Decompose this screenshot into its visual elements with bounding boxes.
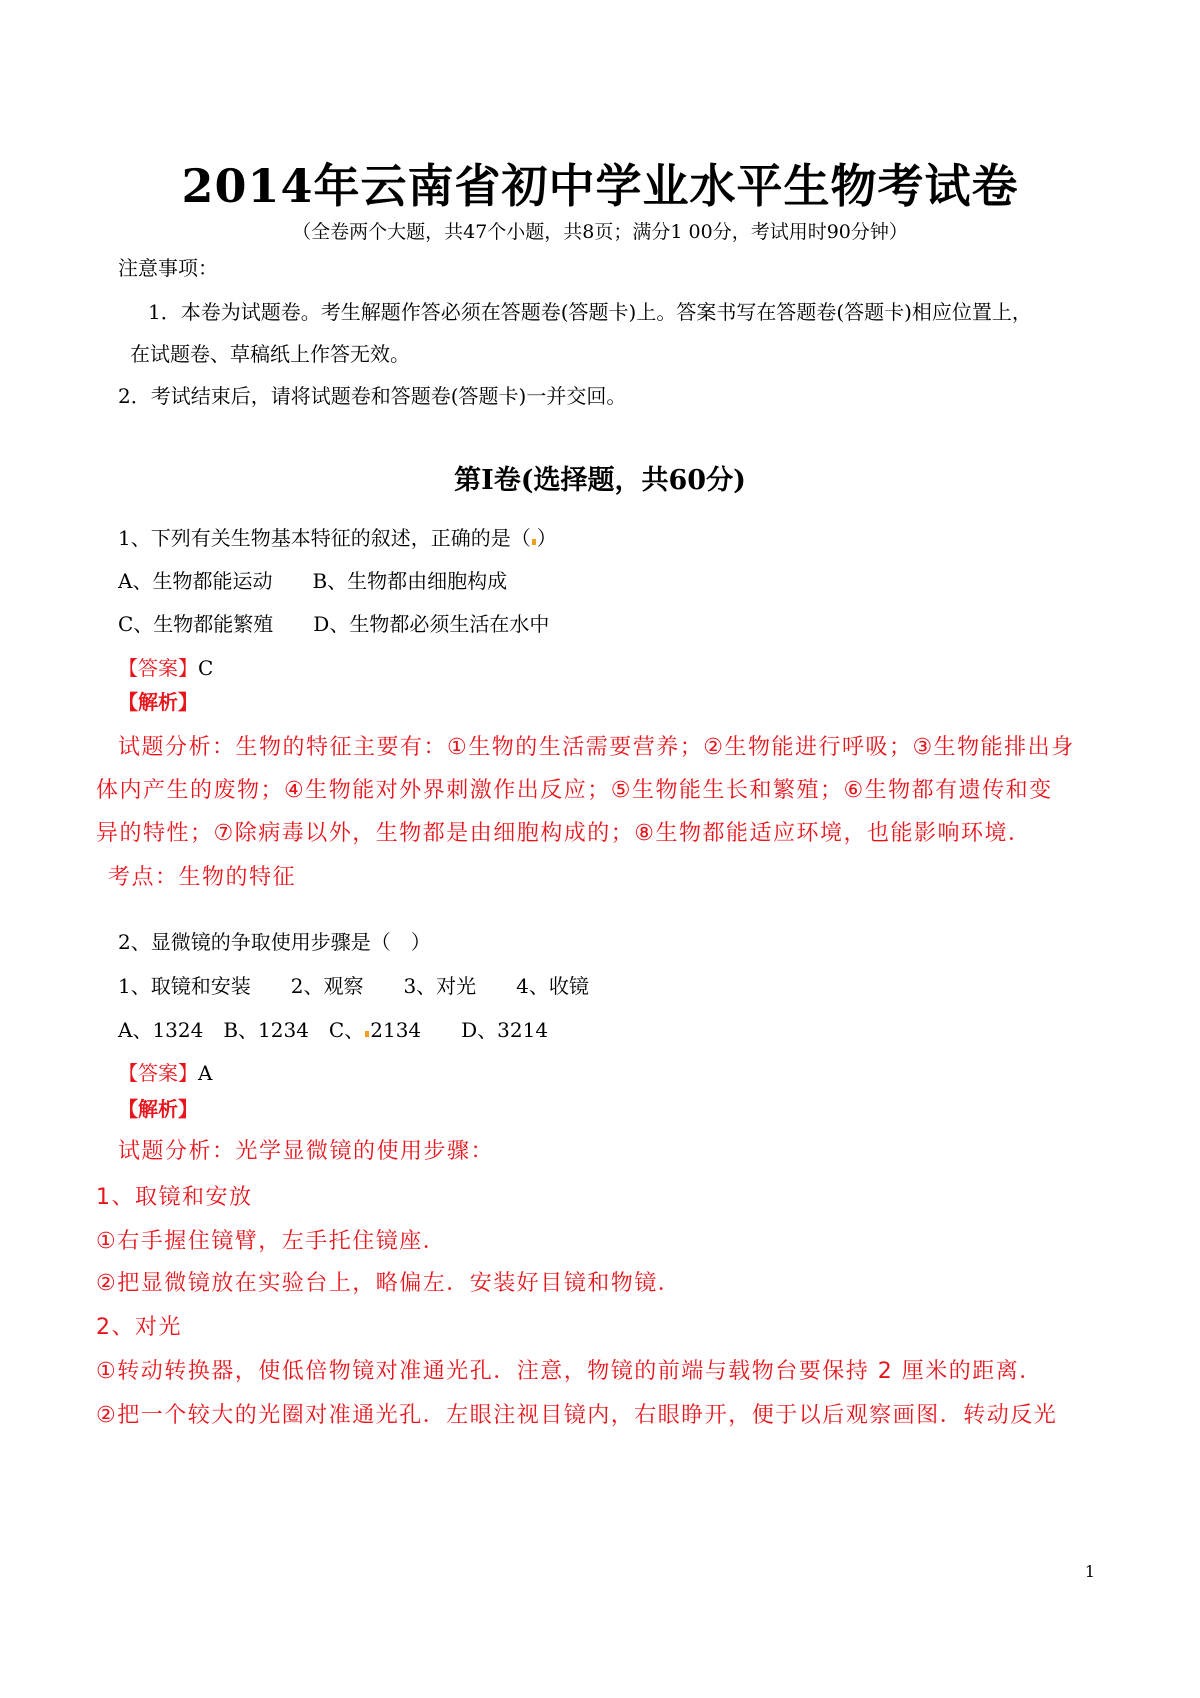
question-2-options-before: A、1324 B、1234 C、 <box>118 1018 365 1042</box>
mark-dot-icon <box>532 539 536 545</box>
question-1-analysis-line-1: 试题分析：生物的特征主要有：①生物的生活需要营养；②生物能进行呼吸；③生物能排出身 <box>118 735 1075 760</box>
notes-item-2: 2．考试结束后，请将试题卷和答题卷(答题卡)一并交回。 <box>118 384 627 408</box>
answer-label: 【答案】 <box>118 656 198 680</box>
question-2-answer <box>118 1057 212 1086</box>
answer-value: A <box>198 1061 213 1085</box>
question-2-stem: 2、显微镜的争取使用步骤是（ ） <box>118 930 431 954</box>
question-1-answer <box>118 652 213 681</box>
question-2-step-2-b: ②把一个较大的光圈对准通光孔．左眼注视目镜内，右眼睁开，便于以后观察画图．转动反光 <box>96 1403 1058 1428</box>
question-1-options-cd: C、生物都能繁殖 D、生物都必须生活在水中 <box>118 612 550 636</box>
question-1-analysis-label: 【解析】 <box>118 690 198 714</box>
page-title: 2014年云南省初中学业水平生物考试卷 <box>181 159 1019 213</box>
question-1-stem-after: ） <box>536 526 557 550</box>
answer-value: C <box>198 656 214 680</box>
question-2-step-1-a: ①右手握住镜臂，左手托住镜座． <box>96 1229 447 1254</box>
notes-item-1-line-2: 在试题卷、草稿纸上作答无效。 <box>130 342 410 366</box>
question-2-analysis-line-1: 试题分析：光学显微镜的使用步骤： <box>118 1139 495 1164</box>
page-number: 1 <box>1084 1562 1095 1581</box>
question-2-options-after: 2134 D、3214 <box>370 1018 549 1042</box>
question-2-options <box>118 1014 548 1043</box>
question-2-step-1-b: ②把显微镜放在实验台上，略偏左．安装好目镜和物镜． <box>96 1271 682 1296</box>
question-2-step-2-a: ①转动转换器，使低倍物镜对准通光孔．注意，物镜的前端与载物台要保持 2 厘米的距离． <box>96 1359 1043 1384</box>
subtitle-text: （全卷两个大题，共47个小题，共8页；满分1 00分，考试用时90分钟） <box>292 221 908 243</box>
question-1-stem-before: 1、下列有关生物基本特征的叙述，正确的是（ <box>118 526 531 550</box>
question-1-analysis-line-3: 异的特性；⑦除病毒以外，生物都是由细胞构成的；⑧生物都能适应环境，也能影响环境． <box>96 821 1032 846</box>
question-1-analysis-line-2: 体内产生的废物；④生物能对外界刺激作出反应；⑤生物能生长和繁殖；⑥生物都有遗传和变 <box>96 778 1053 803</box>
notes-heading: 注意事项： <box>118 256 218 280</box>
question-2-analysis-label: 【解析】 <box>118 1097 198 1121</box>
question-2-step-1-title: 1、取镜和安放 <box>96 1185 253 1210</box>
notes-item-1-line-1: 1．本卷为试题卷。考生解题作答必须在答题卷(答题卡)上。答案书写在答题卷(答题卡)相应位置上， <box>148 300 1032 324</box>
question-2-step-2-title: 2、对光 <box>96 1315 182 1340</box>
question-1-stem <box>118 522 557 551</box>
section-title: 第Ⅰ卷(选择题，共60分) <box>454 465 746 496</box>
mark-dot-icon <box>365 1031 369 1037</box>
question-1-options-ab: A、生物都能运动 B、生物都由细胞构成 <box>118 569 508 593</box>
question-2-steps: 1、取镜和安装 2、观察 3、对光 4、收镜 <box>118 974 589 998</box>
answer-label: 【答案】 <box>118 1061 198 1085</box>
page-subtitle <box>0 217 1200 244</box>
question-1-point: 考点：生物的特征 <box>108 865 297 890</box>
